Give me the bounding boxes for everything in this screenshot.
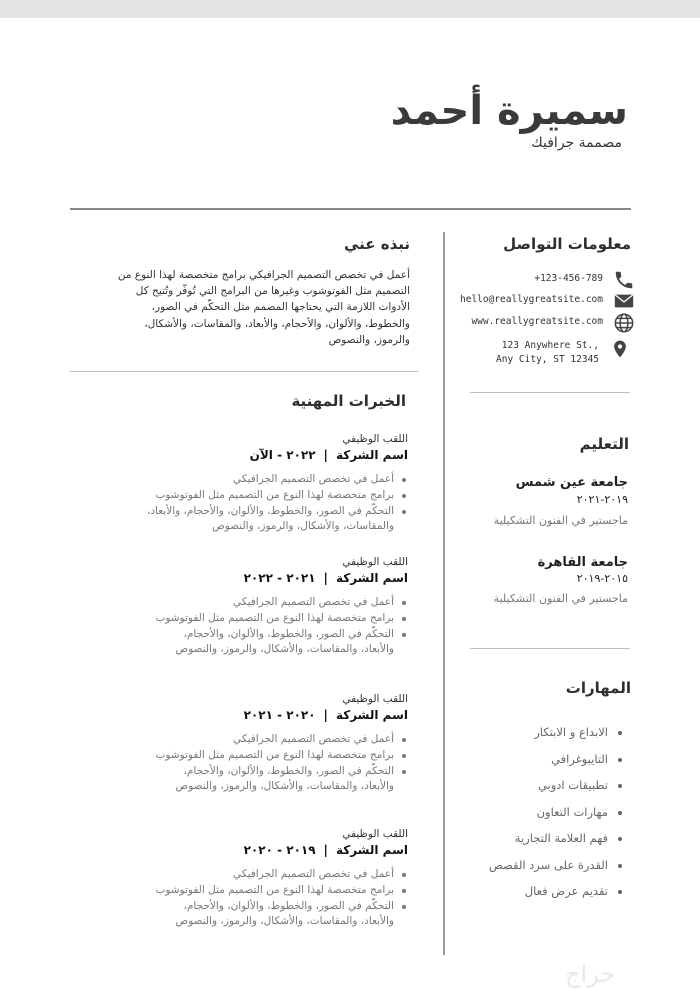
- job-bullet-line: برامج متخصصة لهذا النوع من التصميم مثل الفوتوشوب: [155, 748, 394, 761]
- top-band: [0, 0, 700, 18]
- job-role: اللقب الوظيفي: [342, 828, 408, 840]
- job-separator: |: [323, 571, 328, 585]
- column-divider: [443, 232, 445, 955]
- about-line: والخطوط، والألوان، والأحجام، والأبعاد، والمقاسات، والأشكال،: [144, 317, 410, 330]
- job-entry-2: [155, 556, 408, 658]
- job-bullet: [155, 748, 408, 764]
- job-bullet-line: التحكّم في الصور، والخطوط، والألوان، والأحجام، والأبعاد،: [146, 504, 394, 517]
- job-bullet: [168, 899, 408, 931]
- skill-item: القدرة على سرد القصص: [489, 858, 622, 885]
- job-company-line: [168, 708, 408, 728]
- job-bullet-line: أعمل في تخصص التصميم الجرافيكي: [233, 473, 394, 485]
- job-bullet-line: برامج متخصصة لهذا النوع من التصميم مثل الفوتوشوب: [155, 611, 394, 624]
- job-company: اسم الشركة: [335, 571, 408, 585]
- skills-list: [489, 725, 622, 911]
- job-bullet: [168, 627, 408, 659]
- experience-heading: الخبرات المهنية: [291, 392, 406, 410]
- contact-heading: معلومات التواصل: [503, 235, 631, 253]
- candidate-title: مصممة جرافيك: [531, 135, 622, 151]
- job-separator: |: [323, 708, 328, 722]
- about-line: والرموز، والنصوص: [328, 333, 410, 346]
- job-bullets: [146, 472, 408, 535]
- job-period: ٢٠١٩ - ٢٠٢٠: [243, 843, 316, 857]
- edu-university-2: جامعة القاهرة: [537, 555, 628, 570]
- job-role: اللقب الوظيفي: [342, 433, 408, 445]
- job-company-line: [168, 448, 408, 468]
- contact-website-row: [455, 312, 635, 334]
- job-bullet: [146, 504, 408, 536]
- job-bullets: [155, 595, 408, 658]
- job-company: اسم الشركة: [335, 708, 408, 722]
- job-bullets: [155, 732, 408, 795]
- job-bullet: [155, 611, 408, 627]
- job-bullet: [155, 883, 408, 899]
- job-company-line: [168, 571, 408, 591]
- contact-address: [480, 339, 599, 367]
- contact-email-row: [455, 290, 635, 312]
- skill-item: التايبوغرافي: [489, 752, 622, 779]
- about-line: الأدوات اللازمة التي يحتاجها المصمم مثل التحكّم في الصور،: [151, 301, 410, 314]
- job-bullet-line: والأبعاد، والمقاسات، والأشكال، والرموز، والنصوص: [175, 780, 394, 793]
- skill-item: تقديم عرض فعال: [489, 884, 622, 911]
- job-role: اللقب الوظيفي: [342, 556, 408, 568]
- job-role: اللقب الوظيفي: [342, 693, 408, 705]
- skill-item: الابداع و الابتكار: [489, 725, 622, 752]
- about-line: أعمل في تخصص التصميم الجرافيكي برامج متخصصة لهذا النوع من: [117, 269, 410, 281]
- contact-email[interactable]: hello@reallygreatsite.com: [460, 294, 603, 305]
- phone-icon: [613, 269, 635, 291]
- about-line: التصميم مثل الفوتوشوب وغيرها من البرامج التي تُوفّر وتُتيح كل: [135, 285, 410, 298]
- job-bullets: [155, 867, 408, 930]
- job-bullet-line: أعمل في تخصص التصميم الجرافيكي: [233, 596, 394, 608]
- job-period: ٢٠٢٠ - ٢٠٢١: [243, 708, 316, 722]
- job-entry-4: [155, 828, 408, 930]
- job-company-line: [168, 843, 408, 863]
- mail-icon: [613, 290, 635, 312]
- edu-years-1: ٢٠١٩-٢٠٢١: [576, 493, 628, 506]
- job-bullet-line: أعمل في تخصص التصميم الجرافيكي: [233, 733, 394, 745]
- job-bullet: [168, 732, 408, 748]
- job-bullet-line: التحكّم في الصور، والخطوط، والألوان، والأحجام،: [183, 627, 394, 640]
- contact-website[interactable]: www.reallygreatsite.com: [471, 316, 603, 327]
- job-bullet-line: والأبعاد، والمقاسات، والأشكال، والرموز، والنصوص: [175, 643, 394, 656]
- header-divider: [70, 208, 631, 210]
- job-entry-1: [146, 433, 408, 535]
- contact-divider: [470, 392, 630, 393]
- job-bullet-line: والمقاسات، والأشكال، والرموز، والنصوص: [212, 520, 394, 533]
- globe-icon: [613, 312, 635, 334]
- location-pin-icon: [610, 338, 630, 360]
- about-heading: نبذه عني: [343, 235, 410, 253]
- job-company: اسم الشركة: [335, 448, 408, 462]
- skill-item: تطبيقات ادوبي: [489, 778, 622, 805]
- job-bullet-line: والأبعاد، والمقاسات، والأشكال، والرموز، والنصوص: [175, 915, 394, 928]
- job-bullet: [155, 488, 408, 504]
- job-entry-3: [155, 693, 408, 795]
- job-bullet-line: أعمل في تخصص التصميم الجرافيكي: [233, 868, 394, 880]
- about-text: [107, 267, 410, 348]
- education-divider: [470, 648, 630, 649]
- edu-university-1: جامعة عين شمس: [515, 475, 628, 490]
- watermark: حراج: [565, 960, 616, 988]
- job-bullet-line: برامج متخصصة لهذا النوع من التصميم مثل الفوتوشوب: [155, 883, 394, 896]
- address-line-1: 123 Anywhere St.,: [501, 340, 599, 351]
- job-separator: |: [323, 843, 328, 857]
- contact-phone-row: [455, 269, 635, 291]
- job-bullet-line: التحكّم في الصور، والخطوط، والألوان، والأحجام،: [183, 764, 394, 777]
- education-heading: التعليم: [579, 435, 629, 453]
- job-bullet: [168, 867, 408, 883]
- edu-degree-2: ماجستير في الفنون التشكيلية: [493, 592, 628, 605]
- job-company: اسم الشركة: [335, 843, 408, 857]
- contact-phone[interactable]: +123-456-789: [534, 273, 603, 284]
- about-divider: [70, 371, 418, 372]
- job-bullet-line: التحكّم في الصور، والخطوط، والألوان، والأحجام،: [183, 899, 394, 912]
- skill-item: فهم العلامة التجارية: [489, 831, 622, 858]
- job-separator: |: [323, 448, 328, 462]
- edu-years-2: ٢٠١٥-٢٠١٩: [576, 572, 628, 585]
- job-bullet: [168, 595, 408, 611]
- job-period: ٢٠٢٢ - الآن: [249, 448, 316, 462]
- job-period: ٢٠٢١ - ٢٠٢٢: [243, 571, 316, 585]
- skill-item: مهارات التعاون: [489, 805, 622, 832]
- job-bullet: [168, 472, 408, 488]
- candidate-name: سميرة أحمد: [390, 88, 628, 134]
- job-bullet: [168, 764, 408, 796]
- address-line-2: Any City, ST 12345: [496, 354, 599, 365]
- edu-degree-1: ماجستير في الفنون التشكيلية: [493, 514, 628, 527]
- job-bullet-line: برامج متخصصة لهذا النوع من التصميم مثل الفوتوشوب: [155, 488, 394, 501]
- skills-heading: المهارات: [565, 679, 631, 697]
